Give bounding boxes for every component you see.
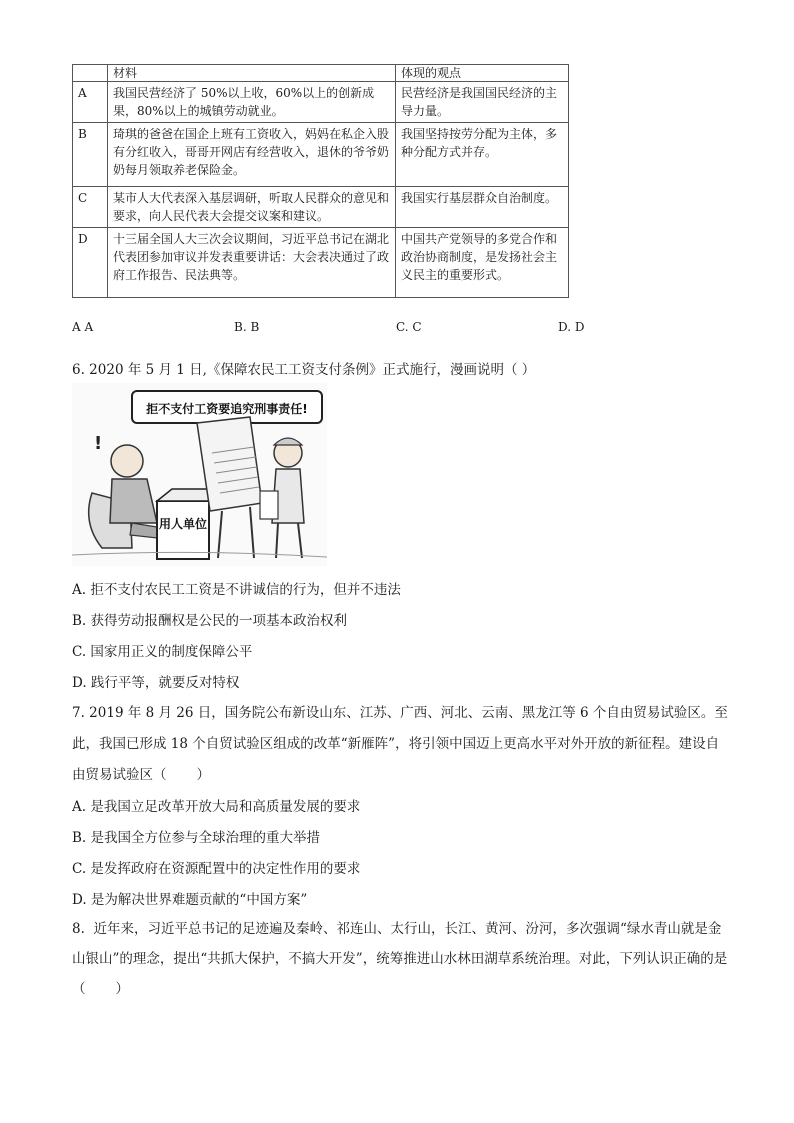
row-material: 琦琪的爸爸在国企上班有工资收入，妈妈在私企入股有分红收入，哥哥开网店有经营收入，退休的爷爷奶奶每月领取养老保险金。	[108, 123, 396, 187]
table-header-label	[73, 65, 108, 82]
boss-head-icon	[111, 445, 143, 477]
q7-option-a[interactable]: A. 是我国立足改革开放大局和高质量发展的要求	[72, 799, 361, 815]
exclamation-icon: !	[94, 433, 103, 454]
row-label: C	[73, 187, 108, 228]
q6-option-d[interactable]: D. 践行平等，就要反对特权	[72, 675, 240, 691]
table-header-row	[73, 65, 569, 82]
q7-option-c[interactable]: C. 是发挥政府在资源配置中的决定性作用的要求	[72, 861, 361, 877]
q6-option-a[interactable]: A. 拒不支付农民工工资是不讲诚信的行为，但并不违法	[72, 582, 401, 598]
row-view: 我国实行基层群众自治制度。	[396, 187, 569, 228]
row-view: 中国共产党领导的多党合作和政治协商制度，是发扬社会主义民主的重要形式。	[396, 228, 569, 298]
table-header-material: 材料	[108, 65, 396, 82]
q5-option-b[interactable]: B. B	[234, 320, 260, 334]
q7-option-d[interactable]: D. 是为解决世界难题贡献的“中国方案”	[72, 892, 308, 908]
q7-stem: 7. 2019 年 8 月 26 日，国务院公布新设山东、江苏、广西、河北、云南、黑龙江等 6 个自由贸易试验区。至此，我国已形成 18 个自贸试验区组成的改革“新雁阵”，将引领中国迈上更高水平对外开放的新征程。建设自由贸易试验区（ ）	[72, 705, 728, 783]
row-view: 我国坚持按劳分配为主体，多种分配方式并存。	[396, 123, 569, 187]
row-material: 我国民营经济了 50%以上收，60%以上的创新成果，80%以上的城镇劳动就业。	[108, 82, 396, 123]
table-row	[73, 187, 569, 228]
bubble-text: 拒不支付工资要追究刑事责任!	[146, 402, 308, 416]
q5-option-d[interactable]: D. D	[558, 320, 585, 334]
desk-label: 用人单位	[158, 517, 208, 531]
row-material: 某市人大代表深入基层调研，听取人民群众的意见和要求，向人民代表大会提交议案和建议。	[108, 187, 396, 228]
table-row	[73, 123, 569, 187]
row-label: B	[73, 123, 108, 187]
q5-option-a[interactable]: A A	[72, 320, 94, 334]
q6-option-c[interactable]: C. 国家用正义的制度保障公平	[72, 644, 253, 660]
q6-stem: 6. 2020 年 5 月 1 日,《保障农民工工资支付条例》正式施行，漫画说明（ ）	[72, 362, 536, 378]
row-view: 民营经济是我国国民经济的主导力量。	[396, 82, 569, 123]
row-label: A	[73, 82, 108, 123]
row-material: 十三届全国人大三次会议期间，习近平总书记在湖北代表团参加审议并发表重要讲话：大会表决通过了政府工作报告、民法典等。	[108, 228, 396, 298]
q6-option-b[interactable]: B. 获得劳动报酬权是公民的一项基本政治权利	[72, 613, 348, 629]
row-label: D	[73, 228, 108, 298]
material-table	[72, 64, 569, 298]
table-header-view: 体现的观点	[396, 65, 569, 82]
worker-sign-icon	[260, 491, 278, 519]
cartoon-svg	[72, 383, 327, 566]
q7-option-b[interactable]: B. 是我国全方位参与全球治理的重大举措	[72, 830, 321, 846]
q8-stem: 8. 近年来，习近平总书记的足迹遍及秦岭、祁连山、太行山，长江、黄河、汾河，多次强调“绿水青山就是金山银山”的理念，提出“共抓大保护，不搞大开发”，统筹推进山水林田湖草系统治理。对此，下列认识正确的是（ ）	[72, 921, 728, 997]
table-row	[73, 82, 569, 123]
cartoon-illustration	[72, 383, 327, 566]
table-row	[73, 228, 569, 298]
q5-option-c[interactable]: C. C	[396, 320, 422, 334]
